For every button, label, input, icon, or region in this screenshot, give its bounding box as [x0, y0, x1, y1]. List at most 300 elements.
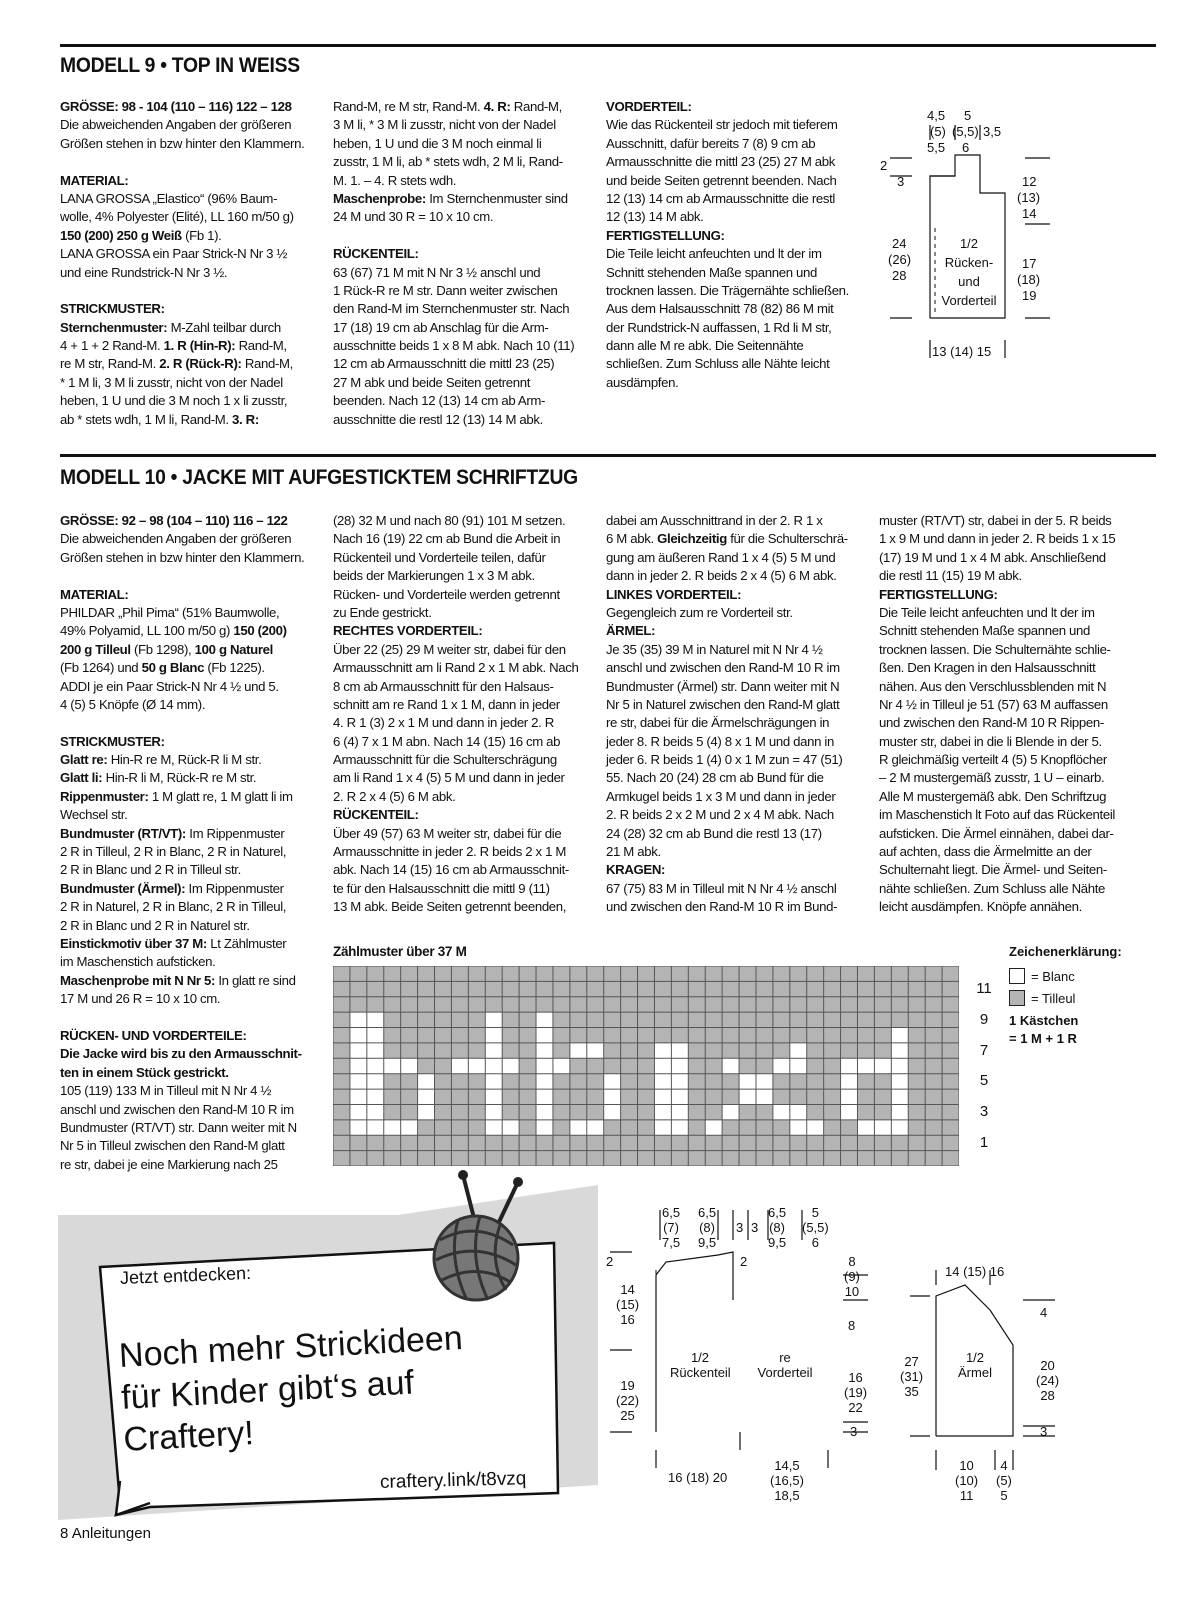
text-line: RÜCKENTEIL: [333, 246, 419, 262]
text-line: 17 M und 26 R = 10 x 10 cm. [60, 991, 221, 1007]
text-line: Armausschnitte in jeder 2. R beids 2 x 1 M [333, 844, 567, 860]
blanc-swatch [1009, 968, 1025, 984]
text-line: anschl und zwischen den Rand-M 10 R im [60, 1101, 294, 1117]
text-line: (28) 32 M und nach 80 (91) 101 M setzen. [333, 513, 566, 528]
text-line: nähte schließen. Zum Schluss alle Nähte [879, 880, 1106, 896]
grid-cell-blanc [891, 1104, 908, 1119]
grid-cell-blanc [485, 1043, 502, 1058]
text-line: re str, dabei für die Ärmelschrägungen in [606, 715, 830, 731]
text-line: Über 22 (25) 29 M weiter str, dabei für den [333, 641, 566, 657]
text-line: LANA GROSSA ein Paar Strick-N Nr 3 ½ [60, 246, 288, 262]
text-line: Über 49 (57) 63 M weiter str, dabei für die [333, 825, 562, 841]
text-line: ßen. Den Kragen in den Halsausschnitt [879, 660, 1096, 676]
text-line: 24 (28) 32 cm ab Bund die restl 13 (17) [606, 825, 822, 841]
grid-cell-blanc [807, 1120, 824, 1135]
promo-line-2: für Kinder gibt‘s auf [120, 1363, 415, 1417]
grid-cell-blanc [891, 1120, 908, 1135]
grid-cell-blanc [350, 1074, 367, 1089]
text-line: schnitt am re Rand 1 x 1 M, dann in jeder [333, 696, 560, 712]
row-label: 7 [979, 1041, 989, 1059]
grid-cell-blanc [401, 1120, 418, 1135]
text-line [60, 567, 305, 585]
text-line: RÜCKENTEIL: [333, 807, 419, 823]
legend-blanc: = Blanc [1009, 968, 1075, 984]
text-line: und beide Seiten getrennt beenden. Nach [606, 172, 837, 188]
grid-cell-blanc [773, 1058, 790, 1073]
m9-dim-top-c: 3,5 [983, 124, 1002, 139]
text-line: abk. Nach 14 (15) 16 cm ab Armausschnit- [333, 862, 569, 878]
m9-dim-bottom: 13 (14) 15 [932, 344, 992, 359]
grid-cell-blanc [705, 1120, 722, 1135]
m9-dim-top-b2: (5,5) [952, 124, 979, 139]
grid-cell-blanc [384, 1120, 401, 1135]
text-line: LANA GROSSA „Elastico“ (96% Baum- [60, 190, 278, 206]
text-line: RECHTES VORDERTEIL: [333, 623, 483, 639]
grid-cell-blanc [654, 1074, 671, 1089]
body-dim-l2: 19 (22) 25 [616, 1378, 640, 1423]
text-line: Größen stehen in bzw hinter den Klammern. [60, 135, 305, 151]
text-line: STRICKMUSTER: [60, 301, 165, 317]
grid-cell-blanc [671, 1058, 688, 1073]
grid-cell-blanc [350, 1028, 367, 1043]
body-dim-r5: 16 (19) 22 [844, 1370, 868, 1415]
text-line: Alle M mustergemäß abk. Den Schriftzug [879, 788, 1107, 804]
m9-dim-right-top3: 14 [1022, 206, 1037, 221]
grid-cell-blanc [654, 1058, 671, 1073]
grid-cell-blanc [485, 1104, 502, 1119]
grid-cell-blanc [367, 1043, 384, 1058]
text-line [60, 714, 305, 732]
grid-cell-blanc [485, 1089, 502, 1104]
m9-dim-left-big: 24 [892, 236, 907, 251]
text-line: Wie das Rückenteil str jedoch mit tieferem [606, 117, 838, 133]
text-line: ausschnitte beids 1 x 8 M abk. Nach 10 (11) [333, 338, 575, 354]
text-line: 2. R beids 2 x 2 M und 2 x 4 M abk. Nach [606, 807, 834, 823]
grid-cell-blanc [350, 1104, 367, 1119]
text-line: Rand-M, re M str, Rand-M. 4. R: Rand-M, [333, 99, 562, 114]
promo-line-3: Craftery! [122, 1414, 255, 1459]
grid-cell-blanc [418, 1104, 435, 1119]
m9-dim-right-top: 12 [1022, 174, 1037, 189]
sleeve-dim-left: 27 (31) 35 [900, 1354, 924, 1399]
grid-cell-blanc [671, 1043, 688, 1058]
text-line: – 2 M mustergemäß zusstr, 1 U – einarb. [879, 770, 1105, 786]
grid-cell-blanc [756, 1074, 773, 1089]
grid-cell-blanc [739, 1074, 756, 1089]
text-line: die restl 11 (15) 19 M abk. [879, 568, 1022, 584]
m9-dim-top-a: 4,5 [927, 108, 946, 123]
grid-cell-blanc [536, 1089, 553, 1104]
body-dim-b1: 16 (18) 20 [668, 1470, 728, 1485]
grid-cell-blanc [367, 1089, 384, 1104]
text-line: 2 R in Blanc und 2 R in Tilleul str. [60, 862, 241, 878]
grid-cell-blanc [367, 1104, 384, 1119]
text-line: GRÖSSE: 98 - 104 (110 – 116) 122 – 128 [60, 99, 292, 114]
grid-cell-blanc [790, 1120, 807, 1135]
grid-cell-blanc [671, 1089, 688, 1104]
text-line: wolle, 4% Polyester (Elité), LL 160 m/50 g) [60, 209, 294, 225]
text-line: KRAGEN: [606, 862, 666, 878]
text-line: Rückenteil und Vorderteile teilen, dafür [333, 549, 546, 565]
text-line: 63 (67) 71 M mit N Nr 3 ½ anschl und [333, 264, 541, 280]
grid-cell-blanc [367, 1074, 384, 1089]
text-line: und zwischen den Rand-M 10 R im Bund- [606, 899, 838, 915]
body-dim-left-small: 2 [606, 1254, 614, 1269]
chart-title: Zählmuster über 37 M [333, 944, 467, 959]
text-line: 200 g Tilleul (Fb 1298), 100 g Naturel [60, 641, 273, 657]
grid-cell-blanc [485, 1058, 502, 1073]
text-line: Nach 16 (19) 22 cm ab Bund die Arbeit in [333, 531, 561, 547]
grid-cell-blanc [536, 1104, 553, 1119]
text-line: VORDERTEIL: [606, 99, 692, 114]
text-line: 4 (5) 5 Knöpfe (Ø 14 mm). [60, 696, 206, 712]
grid-cell-blanc [570, 1043, 587, 1058]
m9-dim-top-b: 5 [964, 108, 972, 123]
modell9-column-2 [333, 98, 578, 429]
modell10-heading: MODELL 10 • JACKE MIT AUFGESTICKTEM SCHRIFTZUG [60, 466, 578, 489]
text-line: auf achten, dass die Ärmelmitte an der [879, 844, 1092, 860]
text-line: schließen. Zum Schluss alle Nähte leicht [606, 356, 830, 372]
text-line: 6 (4) 7 x 1 M abn. Nach 14 (15) 16 cm ab [333, 733, 561, 749]
body-dim-r1: 8 (9) 10 [844, 1254, 860, 1299]
text-line: muster str, dabei in die li Blende in der 5. [879, 733, 1102, 749]
text-line: Rippenmuster: 1 M glatt re, 1 M glatt li im [60, 788, 293, 804]
grid-cell-blanc [384, 1058, 401, 1073]
text-line: Nr 5 in Tilleul zwischen den Rand-M glatt [60, 1138, 285, 1154]
count-pattern-grid [333, 966, 959, 1166]
text-line: dabei am Ausschnittrand in der 2. R 1 x [606, 513, 823, 528]
text-line: FERTIGSTELLUNG: [606, 227, 725, 243]
text-line: den Rand-M im Sternchenmuster str. Nach [333, 301, 570, 317]
grid-cell-blanc [891, 1089, 908, 1104]
grid-cell-blanc [401, 1058, 418, 1073]
text-line: dann alle M re abk. Die Seitennähte [606, 338, 804, 354]
grid-cell-blanc [891, 1028, 908, 1043]
text-line: 4. R 1 (3) 2 x 1 M und dann in jeder 2. R [333, 715, 554, 731]
text-line: ab * stets wdh, 1 M li, Rand-M. 3. R: [60, 411, 259, 427]
sleeve-dim-b1: 10 (10) 11 [955, 1458, 979, 1503]
promo-link[interactable]: craftery.link/t8vzq [379, 1468, 527, 1493]
text-line: (17) 19 M und 1 x 4 M abk. Anschließend [879, 549, 1106, 565]
modell10-column-2 [333, 512, 578, 917]
row-label: 5 [979, 1072, 989, 1090]
grid-cell-blanc [874, 1120, 891, 1135]
text-line: 12 (13) 14 M abk. [606, 209, 704, 225]
grid-cell-blanc [502, 1120, 519, 1135]
grid-cell-blanc [891, 1074, 908, 1089]
grid-cell-blanc [553, 1058, 570, 1073]
text-line: * 1 M li, 3 M li zusstr, nicht von der Nadel [60, 374, 283, 390]
grid-cell-blanc [536, 1058, 553, 1073]
text-line: 21 M abk. [606, 844, 661, 860]
grid-cell-blanc [367, 1120, 384, 1135]
grid-cell-blanc [604, 1074, 621, 1089]
text-line: 12 (13) 14 cm ab Armausschnitte die restl [606, 190, 836, 206]
grid-cell-blanc [350, 1089, 367, 1104]
grid-cell-blanc [654, 1120, 671, 1135]
body-dim-t3: 3 [736, 1220, 744, 1235]
body-label-right: re Vorderteil [757, 1350, 813, 1380]
text-line: 105 (119) 133 M in Tilleul mit N Nr 4 ½ [60, 1083, 272, 1099]
text-line: ÄRMEL: [606, 623, 656, 639]
text-line: dann in jeder 2. R beids 2 x 4 (5) 6 M abk. [606, 568, 837, 584]
m9-dim-top-a3: 5,5 [927, 140, 946, 155]
grid-cell-blanc [857, 1058, 874, 1073]
text-line: LINKES VORDERTEIL: [606, 586, 742, 602]
grid-cell-blanc [587, 1043, 604, 1058]
grid-cell-blanc [841, 1058, 858, 1073]
text-line: Schulternaht liegt. Die Ärmel- und Seiten- [879, 862, 1107, 878]
body-dim-neck: 2 [740, 1254, 748, 1269]
sleeve-label: 1/2 Ärmel [958, 1350, 992, 1380]
text-line: im Maschenstich aufsticken. [60, 954, 216, 970]
m9-dim-right-bot: 17 [1022, 256, 1037, 271]
row-label: 9 [979, 1010, 989, 1028]
text-line: Die Teile leicht anfeuchten und lt der im [879, 604, 1095, 620]
grid-cell-blanc [350, 1120, 367, 1135]
sleeve-dim-top: 14 (15) 16 [945, 1264, 1005, 1279]
grid-cell-blanc [773, 1104, 790, 1119]
grid-cell-blanc [604, 1089, 621, 1104]
row-label: 1 [979, 1133, 989, 1151]
modell10-column-3 [606, 512, 851, 917]
text-line: 4 + 1 + 2 Rand-M. 1. R (Hin-R): Rand-M, [60, 338, 287, 354]
text-line: heben, 1 U und die 3 M noch 1 x li zusstr, [60, 393, 288, 409]
m9-dim-right-bot2: (18) [1017, 272, 1041, 287]
tilleul-swatch [1009, 990, 1025, 1006]
text-line: Je 35 (35) 39 M in Naturel mit N Nr 4 ½ [606, 641, 823, 657]
text-line: ausdämpfen. [606, 374, 679, 390]
text-line: R gleichmäßig verteilt 4 (5) 5 Knopflöcher [879, 752, 1107, 768]
text-line: Armausschnitt am li Rand 2 x 1 M abk. Nach [333, 660, 579, 676]
grid-cell-blanc [536, 1028, 553, 1043]
body-dim-t4: 3 [751, 1220, 759, 1235]
text-line: 67 (75) 83 M in Tilleul mit N Nr 4 ½ anschl [606, 880, 837, 896]
grid-cell-blanc [891, 1058, 908, 1073]
text-line: 2 R in Tilleul, 2 R in Blanc, 2 R in Naturel, [60, 844, 287, 860]
grid-cell-blanc [367, 1028, 384, 1043]
grid-cell-blanc [587, 1120, 604, 1135]
text-line: 17 (18) 19 cm ab Anschlag für die Arm- [333, 319, 549, 335]
text-line: und zwischen den Rand-M 10 R Rippen- [879, 715, 1104, 731]
row-label: 3 [979, 1103, 989, 1121]
text-line: 1 x 9 M und dann in jeder 2. R beids 1 x 15 [879, 531, 1116, 547]
text-line: jeder 8. R beids 5 (4) 8 x 1 M und dann in [606, 733, 834, 749]
text-line: Bundmuster (Ärmel) str. Dann weiter mit N [606, 678, 840, 694]
promo-small-text: Jetzt entdecken: [119, 1262, 252, 1288]
text-line: nähen. Aus den Verschlussblenden mit N [879, 678, 1107, 694]
text-line: Rücken- und Vorderteile werden getrennt [333, 586, 560, 602]
text-line: Glatt re: Hin-R re M, Rück-R li M str. [60, 752, 262, 768]
page-number: 8 [60, 1525, 69, 1542]
text-line: Die Jacke wird bis zu den Armausschnit- [60, 1046, 302, 1062]
grid-cell-blanc [536, 1120, 553, 1135]
text-line: re M str, Rand-M. 2. R (Rück-R): Rand-M, [60, 356, 293, 372]
text-line: 1 Rück-R re M str. Dann weiter zwischen [333, 282, 558, 298]
text-line: 12 cm ab Armausschnitt die mittl 23 (25) [333, 356, 555, 372]
grid-cell-blanc [841, 1104, 858, 1119]
text-line: 3 M li, * 3 M li zusstr, nicht von der Nadel [333, 117, 556, 133]
text-line: STRICKMUSTER: [60, 733, 165, 749]
text-line: re str, dabei je eine Markierung nach 25 [60, 1156, 278, 1172]
text-line: aufsticken. Die Ärmel einnähen, dabei dar- [879, 825, 1114, 841]
text-line: Armausschnitt für die Schulterschrägung [333, 752, 557, 768]
m9-dim-top-b3: 6 [962, 140, 970, 155]
text-line: anschl und zwischen den Rand-M 10 R im [606, 660, 840, 676]
body-label-left: 1/2 Rückenteil [670, 1350, 731, 1380]
text-line: PHILDAR „Phil Pima“ (51% Baumwolle, [60, 604, 280, 620]
grid-cell-blanc [367, 1058, 384, 1073]
m9-dim-left-small1: 2 [880, 158, 888, 173]
grid-cell-blanc [654, 1104, 671, 1119]
grid-cell-blanc [891, 1043, 908, 1058]
text-line: M. 1. – 4. R stets wdh. [333, 172, 457, 188]
text-line: Bundmuster (Ärmel): Im Rippenmuster [60, 880, 284, 896]
m9-dim-top-a2: (5) [930, 124, 946, 139]
text-line: MATERIAL: [60, 586, 129, 602]
grid-cell-blanc [468, 1058, 485, 1073]
body-dim-l1: 14 (15) 16 [616, 1282, 640, 1327]
text-line: Die abweichenden Angaben der größeren [60, 117, 292, 133]
text-line: 49% Polyamid, LL 100 m/50 g) 150 (200) [60, 623, 287, 639]
grid-cell-blanc [841, 1089, 858, 1104]
modell9-schematic [860, 100, 1160, 370]
text-line: GRÖSSE: 92 – 98 (104 – 110) 116 – 122 [60, 513, 288, 528]
text-line: Schnitt stehenden Maße spannen und [606, 264, 817, 280]
grid-cell-blanc [485, 1028, 502, 1043]
text-line: Gegengleich zum re Vorderteil str. [606, 604, 793, 620]
body-dim-t6: 5 (5,5) 6 [802, 1205, 829, 1250]
text-line: Sternchenmuster: M-Zahl teilbar durch [60, 319, 281, 335]
middle-rule [60, 454, 1156, 457]
text-line: 150 (200) 250 g Weiß (Fb 1). [60, 227, 222, 243]
grid-cell-blanc [350, 1012, 367, 1027]
sleeve-dim-right-top: 4 [1040, 1305, 1048, 1320]
modell10-column-4 [879, 512, 1124, 917]
grid-cell-blanc [451, 1058, 468, 1073]
grid-cell-blanc [722, 1058, 739, 1073]
text-line: gung am äußeren Rand 1 x 4 (5) 5 M und [606, 549, 836, 565]
grid-cell-blanc [790, 1043, 807, 1058]
text-line: 55. Nach 20 (24) 28 cm ab Bund für die [606, 770, 824, 786]
promo-big-text [118, 1317, 468, 1461]
m9-dim-left-big2: (26) [888, 252, 912, 267]
text-line: ausschnitte die restl 12 (13) 14 M abk. [333, 411, 543, 427]
m9-piece-label: 1/2 Rücken- und Vorderteil [941, 236, 997, 308]
text-line: beids der Markierungen 1 x 3 M abk. [333, 568, 535, 584]
text-line: Wechsel str. [60, 807, 128, 823]
modell9-heading: MODELL 9 • TOP IN WEISS [60, 54, 300, 77]
grid-cell-blanc [418, 1089, 435, 1104]
text-line: 27 M abk und beide Seiten getrennt [333, 374, 531, 390]
text-line [60, 282, 305, 300]
grid-cell-blanc [756, 1089, 773, 1104]
legend-title: Zeichenerklärung: [1009, 944, 1122, 959]
text-line: Maschenprobe mit N Nr 5: In glatt re sind [60, 972, 296, 988]
text-line: Die Teile leicht anfeuchten und lt der im [606, 246, 822, 262]
top-rule [60, 44, 1156, 47]
modell10-body-schematic [600, 1200, 890, 1510]
text-line: heben, 1 U und die 3 M noch einmal li [333, 135, 542, 151]
modell10-column-1 [60, 512, 305, 1174]
text-line: zu Ende gestrickt. [333, 604, 432, 620]
text-line: 2 R in Naturel, 2 R in Blanc, 2 R in Tilleul, [60, 899, 287, 915]
text-line: Glatt li: Hin-R li M, Rück-R re M str. [60, 770, 257, 786]
grid-cell-blanc [350, 1058, 367, 1073]
text-line: 6 M abk. Gleichzeitig für die Schulterschrä- [606, 531, 848, 547]
sleeve-dim-right-bot: 3 [1040, 1424, 1048, 1439]
grid-cell-blanc [671, 1074, 688, 1089]
grid-cell-blanc [790, 1104, 807, 1119]
text-line: trocknen lassen. Die Schulternähte schlie- [879, 641, 1111, 657]
body-dim-t1: 6,5 (7) 7,5 [662, 1205, 681, 1250]
text-line: Armkugel beids 1 x 3 M und dann in jeder [606, 788, 836, 804]
body-dim-r4: 8 [848, 1318, 856, 1333]
legend-note1: 1 Kästchen [1009, 1013, 1079, 1028]
text-line: muster (RT/VT) str, dabei in der 5. R beids [879, 513, 1112, 528]
text-line [60, 1009, 305, 1027]
grid-cell-blanc [671, 1104, 688, 1119]
grid-cell-blanc [604, 1104, 621, 1119]
text-line: Größen stehen in bzw hinter den Klammern. [60, 549, 305, 565]
text-line: ADDI je ein Paar Strick-N Nr 4 ½ und 5. [60, 678, 279, 694]
grid-cell-blanc [502, 1058, 519, 1073]
text-line: Einstickmotiv über 37 M: Lt Zählmuster [60, 935, 287, 951]
sleeve-dim-b2: 4 (5) 5 [996, 1458, 1012, 1503]
text-line: Ausschnitt, dafür bereits 7 (8) 9 cm ab [606, 135, 816, 151]
grid-cell-blanc [536, 1074, 553, 1089]
legend-tilleul: = Tilleul [1009, 990, 1075, 1006]
text-line [333, 227, 578, 245]
grid-cell-blanc [485, 1120, 502, 1135]
grid-cell-blanc [485, 1074, 502, 1089]
grid-cell-blanc [790, 1058, 807, 1073]
text-line: FERTIGSTELLUNG: [879, 586, 998, 602]
m9-dim-right-bot3: 19 [1022, 288, 1037, 303]
text-line: Die abweichenden Angaben der größeren [60, 531, 292, 547]
grid-cell-blanc [841, 1074, 858, 1089]
text-line: Nr 4 ½ in Tilleul je 51 (57) 63 M auffassen [879, 696, 1108, 712]
grid-cell-blanc [857, 1120, 874, 1135]
grid-cell-blanc [418, 1074, 435, 1089]
body-dim-r8: 3 [850, 1424, 858, 1439]
text-line: leicht ausdämpfen. Knöpfe annähen. [879, 899, 1082, 915]
text-line: Armausschnitte die mittl 23 (25) 27 M abk [606, 154, 835, 170]
text-line: MATERIAL: [60, 172, 129, 188]
text-line: im Maschenstich lt Foto auf das Rückenteil [879, 807, 1115, 823]
grid-cell-blanc [350, 1043, 367, 1058]
text-line: trocknen lassen. Die Trägernähte schließen. [606, 282, 849, 298]
section-name: Anleitungen [71, 1525, 151, 1542]
grid-cell-blanc [671, 1120, 688, 1135]
grid-cell-blanc [485, 1012, 502, 1027]
m9-dim-left-big3: 28 [892, 268, 907, 283]
modell9-column-3 [606, 98, 851, 392]
text-line: te für den Halsausschnitt die mittl 9 (11) [333, 880, 550, 896]
m9-dim-right-top2: (13) [1017, 190, 1041, 205]
text-line: am li Rand 1 x 4 (5) 5 M und dann in jeder [333, 770, 565, 786]
grid-cell-blanc [536, 1043, 553, 1058]
text-line: Aus dem Halsausschnitt 78 (82) 86 M mit [606, 301, 834, 317]
text-line: ten in einem Stück gestrickt. [60, 1064, 229, 1080]
text-line: der Rundstrick-N auffassen, 1 Rd li M str, [606, 319, 832, 335]
text-line: Schnitt stehenden Maße spannen und [879, 623, 1090, 639]
grid-cell-blanc [654, 1089, 671, 1104]
text-line: zusstr, 1 M li, ab * stets wdh, 2 M li, Rand- [333, 154, 563, 170]
text-line: (Fb 1264) und 50 g Blanc (Fb 1225). [60, 660, 265, 676]
text-line: und eine Rundstrick-N Nr 3 ½. [60, 264, 228, 280]
page-footer [60, 1525, 151, 1542]
